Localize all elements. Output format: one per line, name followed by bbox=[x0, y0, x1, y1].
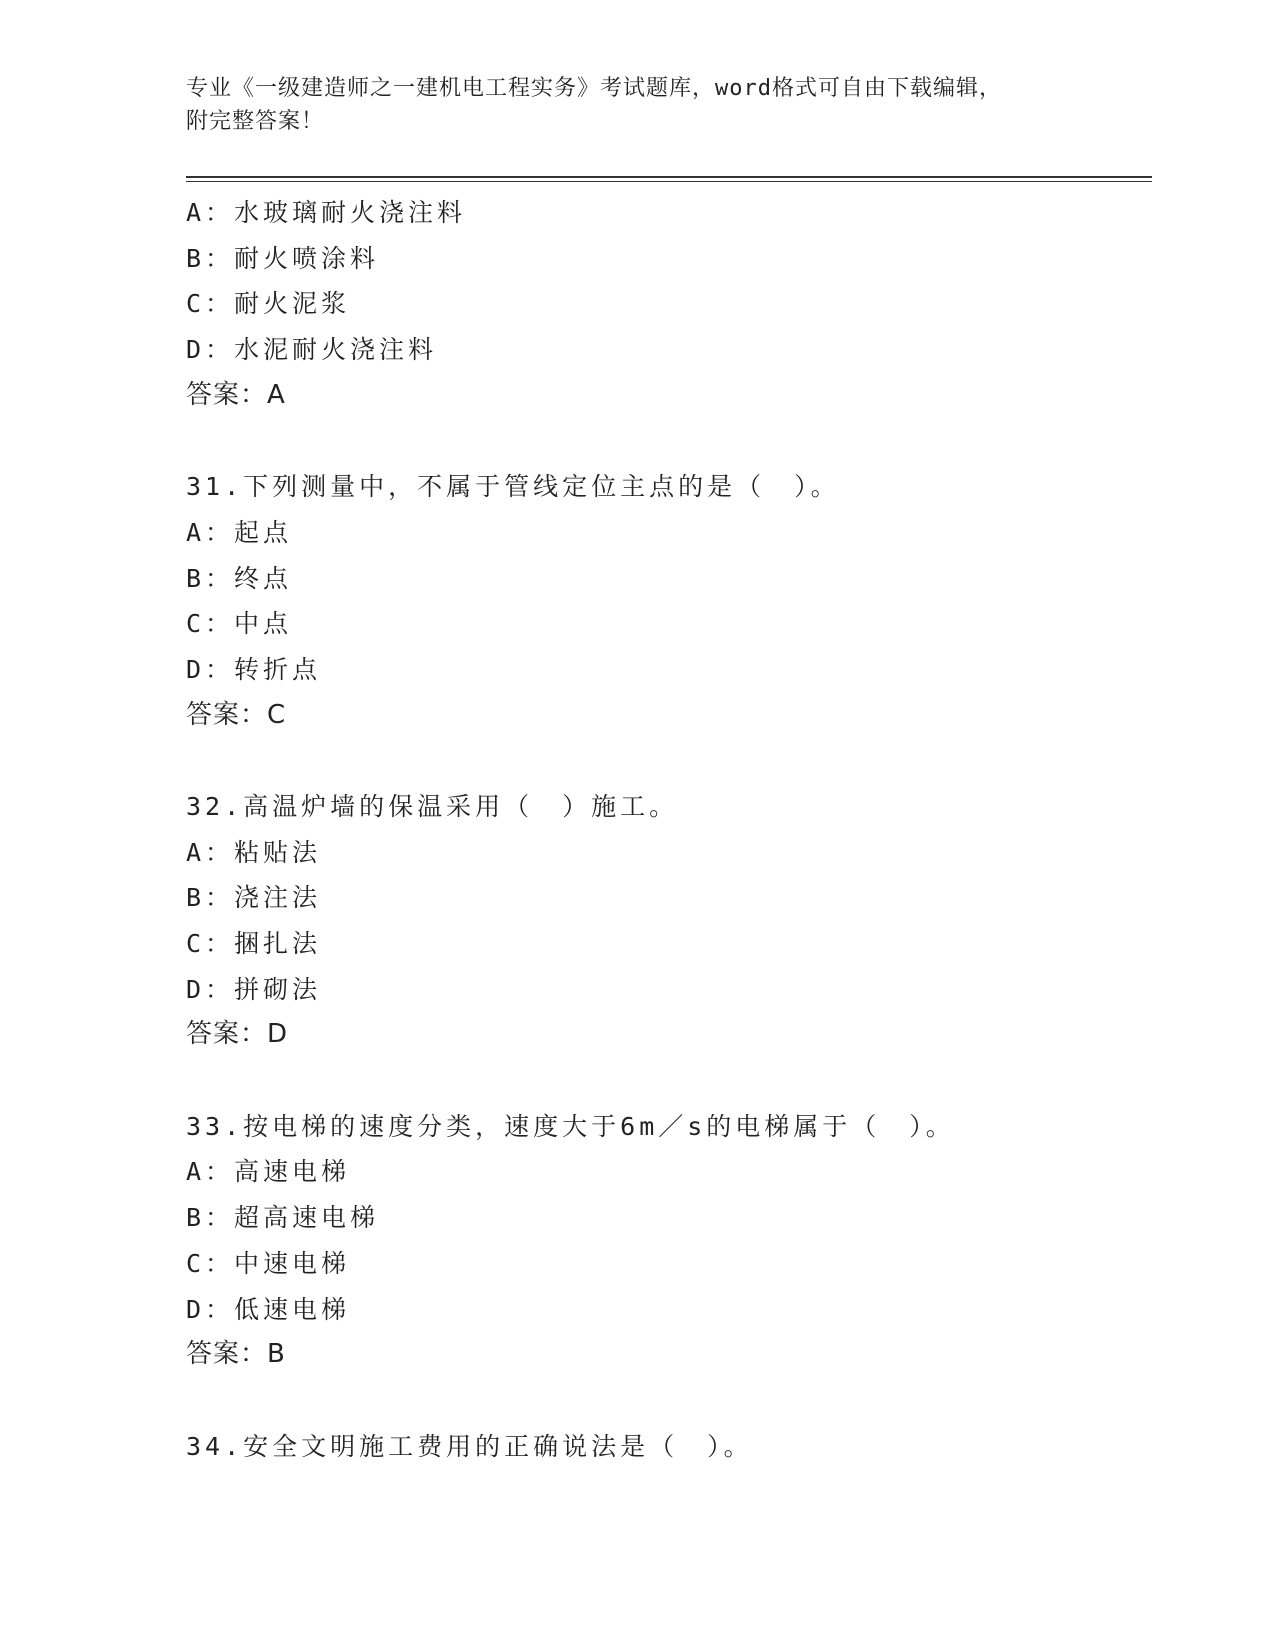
question-list bbox=[186, 190, 1146, 1469]
option-d: D：拼砌法 bbox=[186, 974, 322, 1004]
document-header bbox=[186, 72, 1086, 138]
option-a: A：水玻璃耐火浇注料 bbox=[186, 198, 467, 227]
question-block-31 bbox=[186, 464, 1146, 738]
header-line-1: 专业《一级建造师之一建机电工程实务》考试题库，word格式可自由下载编辑， bbox=[186, 76, 1002, 101]
option-a: A：高速电梯 bbox=[186, 1157, 351, 1187]
answer-line: 答案：A bbox=[186, 379, 286, 410]
answer-line: 答案：B bbox=[186, 1339, 286, 1370]
option-b: B：超高速电梯 bbox=[186, 1203, 380, 1233]
option-c: C：中点 bbox=[186, 609, 293, 639]
header-rule-thick bbox=[186, 176, 1152, 178]
option-d: D：转折点 bbox=[186, 654, 322, 684]
option-c: C：耐火泥浆 bbox=[186, 289, 351, 319]
spacer bbox=[186, 738, 1146, 784]
question-stem: 31.下列测量中，不属于管线定位主点的是（ ）。 bbox=[186, 472, 840, 502]
option-c: C：捆扎法 bbox=[186, 929, 322, 958]
option-c: C：中速电梯 bbox=[186, 1248, 351, 1278]
question-block-continued bbox=[186, 190, 1146, 418]
option-d: D：水泥耐火浇注料 bbox=[186, 335, 438, 365]
option-a: A：起点 bbox=[186, 517, 293, 547]
option-b: B：浇注法 bbox=[186, 883, 322, 913]
question-stem: 33.按电梯的速度分类，速度大于6m／s的电梯属于（ ）。 bbox=[186, 1111, 955, 1141]
question-stem: 34.安全文明施工费用的正确说法是（ ）。 bbox=[186, 1431, 753, 1461]
option-d: D：低速电梯 bbox=[186, 1294, 351, 1324]
option-a: A：粘贴法 bbox=[186, 837, 322, 867]
spacer bbox=[186, 418, 1146, 464]
answer-line: 答案：D bbox=[186, 1019, 289, 1050]
answer-line: 答案：C bbox=[186, 699, 287, 730]
spacer bbox=[186, 1378, 1146, 1424]
question-block-32 bbox=[186, 784, 1146, 1058]
header-line-2: 附完整答案！ bbox=[186, 109, 325, 134]
option-b: B：耐火喷涂料 bbox=[186, 243, 380, 273]
question-block-33 bbox=[186, 1104, 1146, 1378]
spacer bbox=[186, 1058, 1146, 1104]
option-b: B：终点 bbox=[186, 563, 293, 593]
question-block-34 bbox=[186, 1424, 1146, 1470]
question-stem: 32.高温炉墙的保温采用（ ）施工。 bbox=[186, 791, 679, 821]
header-rule-thin bbox=[186, 181, 1152, 182]
